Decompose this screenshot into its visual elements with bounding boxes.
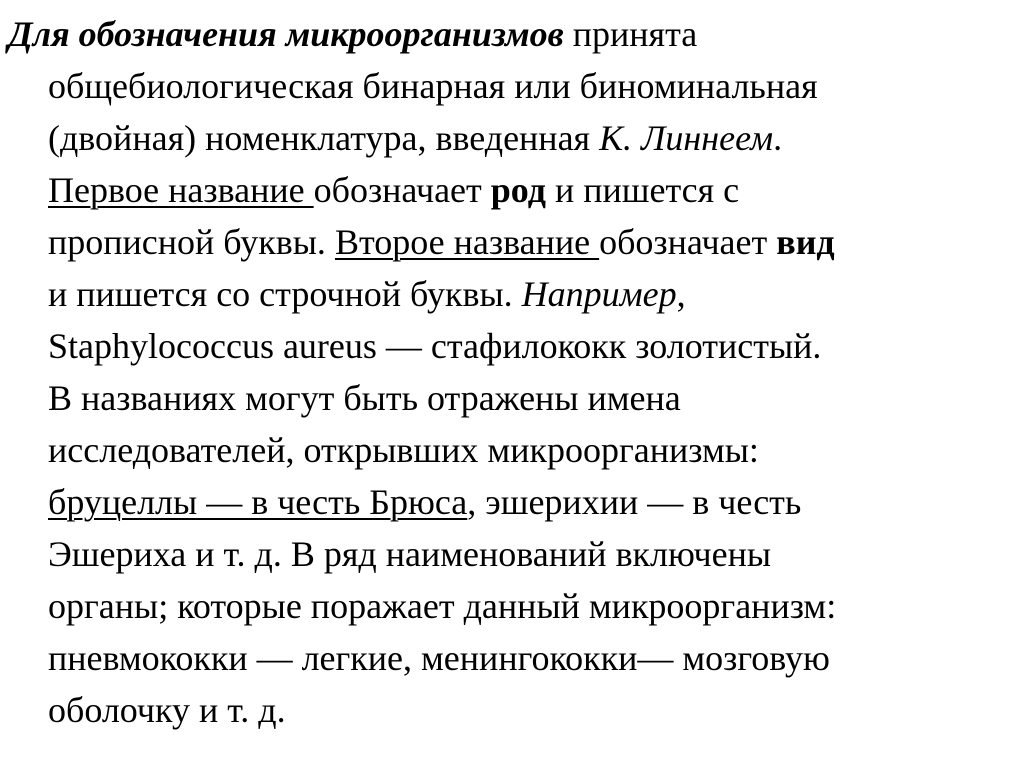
text-run: прописной буквы.	[48, 222, 335, 262]
text-run: .	[773, 118, 783, 158]
text-run: Эшериха и т. д. В ряд наименований включены	[48, 534, 772, 574]
underlined-example-brucella: бруцеллы — в честь Брюса	[48, 482, 468, 522]
paragraph-line-10	[8, 476, 1008, 528]
paragraph-line-4	[8, 164, 1008, 216]
paragraph-line-5	[8, 216, 1008, 268]
text-run: оболочку и т. д.	[48, 690, 286, 730]
nomenclature-paragraph	[8, 8, 1008, 736]
text-run: общебиологическая бинарная или биноминальная	[48, 66, 818, 106]
text-run: обозначает	[313, 170, 491, 210]
paragraph-line-1	[8, 8, 1008, 60]
paragraph-line-7	[8, 320, 1008, 372]
paragraph-line-9	[8, 424, 1008, 476]
paragraph-line-14	[8, 684, 1008, 736]
text-run: В названиях могут быть отражены имена	[48, 378, 681, 418]
text-run: пневмококки — легкие, менингококки— мозговую	[48, 638, 830, 678]
paragraph-line-8	[8, 372, 1008, 424]
paragraph-line-11	[8, 528, 1008, 580]
text-run: , эшерихии — в честь	[467, 482, 802, 522]
bold-term-genus: род	[490, 170, 546, 210]
underlined-term-first-name: Первое название	[48, 170, 314, 210]
paragraph-lead-phrase: Для обозначения микроорганизмов	[8, 14, 564, 54]
text-run: и пишется с	[545, 170, 740, 210]
text-run: принята	[563, 14, 698, 54]
italic-example-word: Например	[521, 274, 677, 314]
underlined-term-second-name: Второе название	[334, 222, 600, 262]
text-run: ,	[676, 274, 686, 314]
text-run: исследователей, открывших микроорганизмы:	[48, 430, 759, 470]
text-run: и пишется со строчной буквы.	[48, 274, 522, 314]
text-run: (двойная) номенклатура, введенная	[48, 118, 600, 158]
text-run: Staphylococcus aureus — стафилококк золотистый.	[48, 326, 822, 366]
text-run: органы; которые поражает данный микроорганизм:	[48, 586, 837, 626]
text-run: обозначает	[599, 222, 777, 262]
bold-term-species: вид	[776, 222, 835, 262]
paragraph-line-13	[8, 632, 1008, 684]
paragraph-line-2	[8, 60, 1008, 112]
paragraph-line-6	[8, 268, 1008, 320]
paragraph-line-3	[8, 112, 1008, 164]
author-name: К. Линнеем	[599, 118, 774, 158]
paragraph-line-12	[8, 580, 1008, 632]
